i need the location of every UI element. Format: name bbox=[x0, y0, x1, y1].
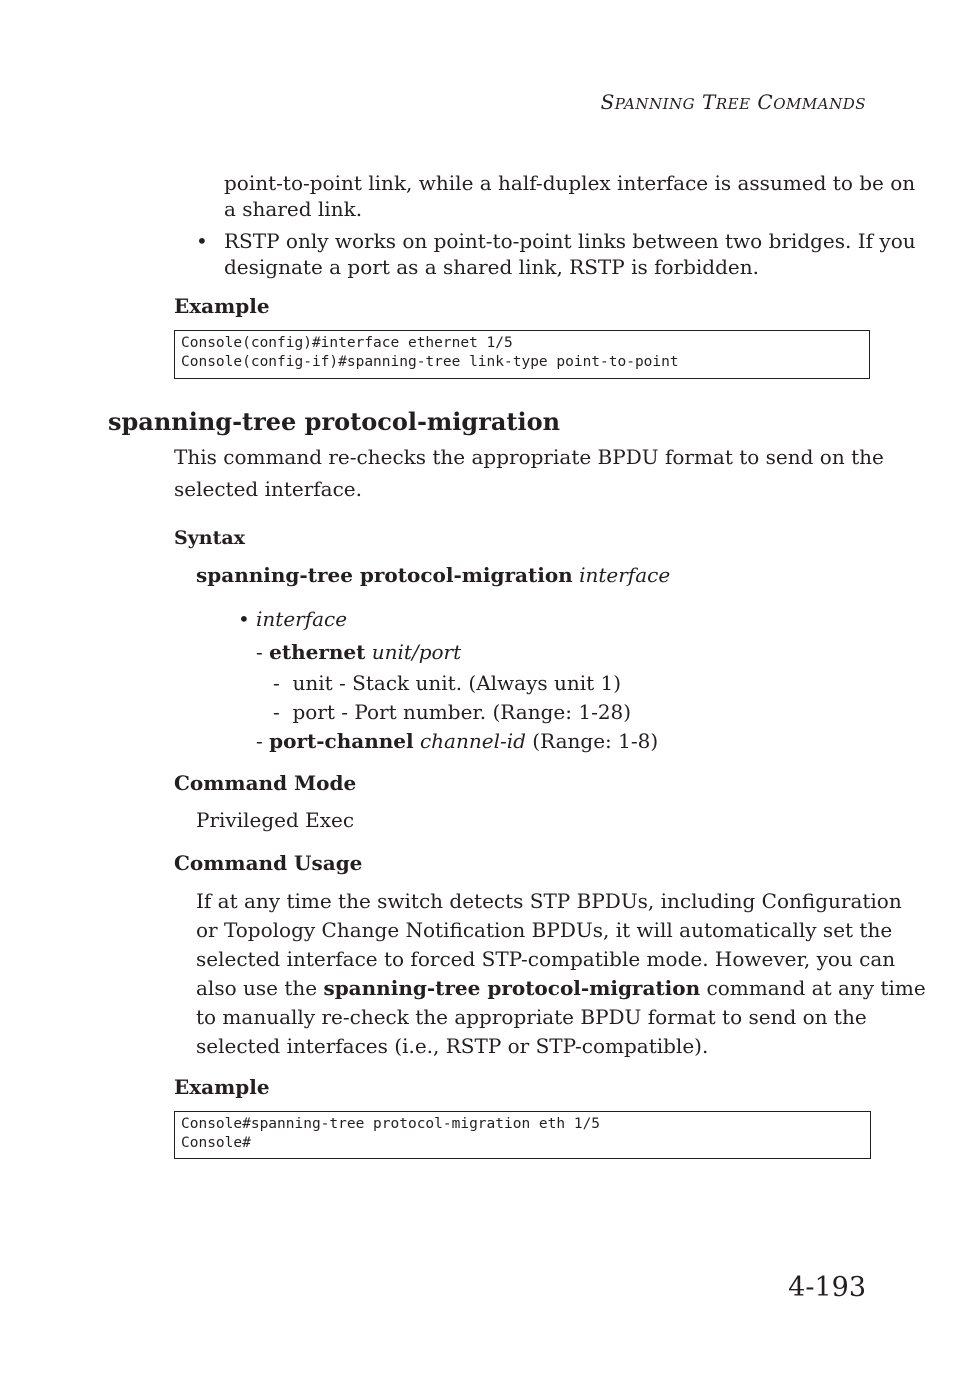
port-channel-range: (Range: 1-8) bbox=[532, 729, 659, 753]
syntax-bullet-param: interface bbox=[256, 607, 348, 631]
text-line bbox=[196, 974, 926, 1003]
port-description: port - Port number. (Range: 1-28) bbox=[292, 700, 632, 724]
header-letter: T bbox=[702, 90, 716, 114]
dash: - bbox=[256, 640, 263, 664]
syntax-bullet bbox=[238, 606, 348, 632]
example-heading: Example bbox=[174, 1075, 270, 1099]
syntax-command: spanning-tree protocol-migration bbox=[196, 563, 573, 587]
syntax-port bbox=[273, 699, 631, 725]
text-line: RSTP only works on point-to-point links between two bridges. If you bbox=[224, 229, 916, 253]
syntax-port-channel bbox=[256, 728, 658, 754]
command-usage-text bbox=[196, 887, 926, 1061]
text-line: This command re-checks the appropriate BPDU format to send on the bbox=[174, 445, 884, 469]
text-span: also use the bbox=[196, 976, 318, 1000]
text-span: command at any time bbox=[706, 976, 926, 1000]
bullet-glyph: • bbox=[196, 229, 208, 253]
syntax-line bbox=[196, 562, 670, 588]
dash: - bbox=[256, 729, 263, 753]
intro-bullet bbox=[196, 228, 916, 280]
intro-continued-text bbox=[224, 170, 915, 222]
dash: - bbox=[273, 700, 280, 724]
code-block: Console(config)#interface ethernet 1/5 Console(config-if)#spanning-tree link-type point-to-point bbox=[174, 330, 870, 379]
ethernet-argument: unit/port bbox=[371, 640, 462, 664]
text-line: a shared link. bbox=[224, 197, 363, 221]
text-line: or Topology Change Notification BPDUs, it will automatically set the bbox=[196, 918, 893, 942]
section-description bbox=[174, 441, 884, 505]
text-line: point-to-point link, while a half-duplex interface is assumed to be on bbox=[224, 171, 916, 195]
section-title: spanning-tree protocol-migration bbox=[108, 407, 561, 436]
text-line: to manually re-check the appropriate BPDU format to send on the bbox=[196, 1005, 867, 1029]
text-line: selected interface. bbox=[174, 477, 362, 501]
text-line: designate a port as a shared link, RSTP is forbidden. bbox=[224, 255, 759, 279]
header-smallcaps: OMMANDS bbox=[773, 95, 866, 113]
command-mode-heading: Command Mode bbox=[174, 771, 357, 795]
code-block: Console#spanning-tree protocol-migration eth 1/5 Console# bbox=[174, 1111, 871, 1159]
text-line: If at any time the switch detects STP BPDUs, including Configuration bbox=[196, 889, 902, 913]
bullet-glyph: • bbox=[238, 607, 250, 631]
header-smallcaps: PANNING bbox=[614, 95, 696, 113]
inline-command: spanning-tree protocol-migration bbox=[323, 976, 701, 1000]
syntax-ethernet bbox=[256, 639, 461, 665]
header-letter: S bbox=[600, 90, 615, 114]
port-channel-keyword: port-channel bbox=[269, 729, 414, 753]
page-number: 4-193 bbox=[788, 1272, 866, 1303]
running-header bbox=[601, 90, 866, 114]
text-line: selected interfaces (i.e., RSTP or STP-compatible). bbox=[196, 1034, 709, 1058]
syntax-param: interface bbox=[579, 563, 671, 587]
port-channel-argument: channel-id bbox=[419, 729, 526, 753]
text-line: selected interface to forced STP-compatible mode. However, you can bbox=[196, 947, 896, 971]
unit-description: unit - Stack unit. (Always unit 1) bbox=[292, 671, 622, 695]
command-usage-heading: Command Usage bbox=[174, 851, 363, 875]
dash: - bbox=[273, 671, 280, 695]
header-smallcaps: REE bbox=[715, 95, 751, 113]
syntax-unit bbox=[273, 670, 621, 696]
ethernet-keyword: ethernet bbox=[269, 640, 366, 664]
example-heading: Example bbox=[174, 294, 270, 318]
syntax-heading: Syntax bbox=[174, 527, 245, 549]
command-mode-value: Privileged Exec bbox=[196, 808, 355, 832]
header-letter: C bbox=[757, 90, 774, 114]
